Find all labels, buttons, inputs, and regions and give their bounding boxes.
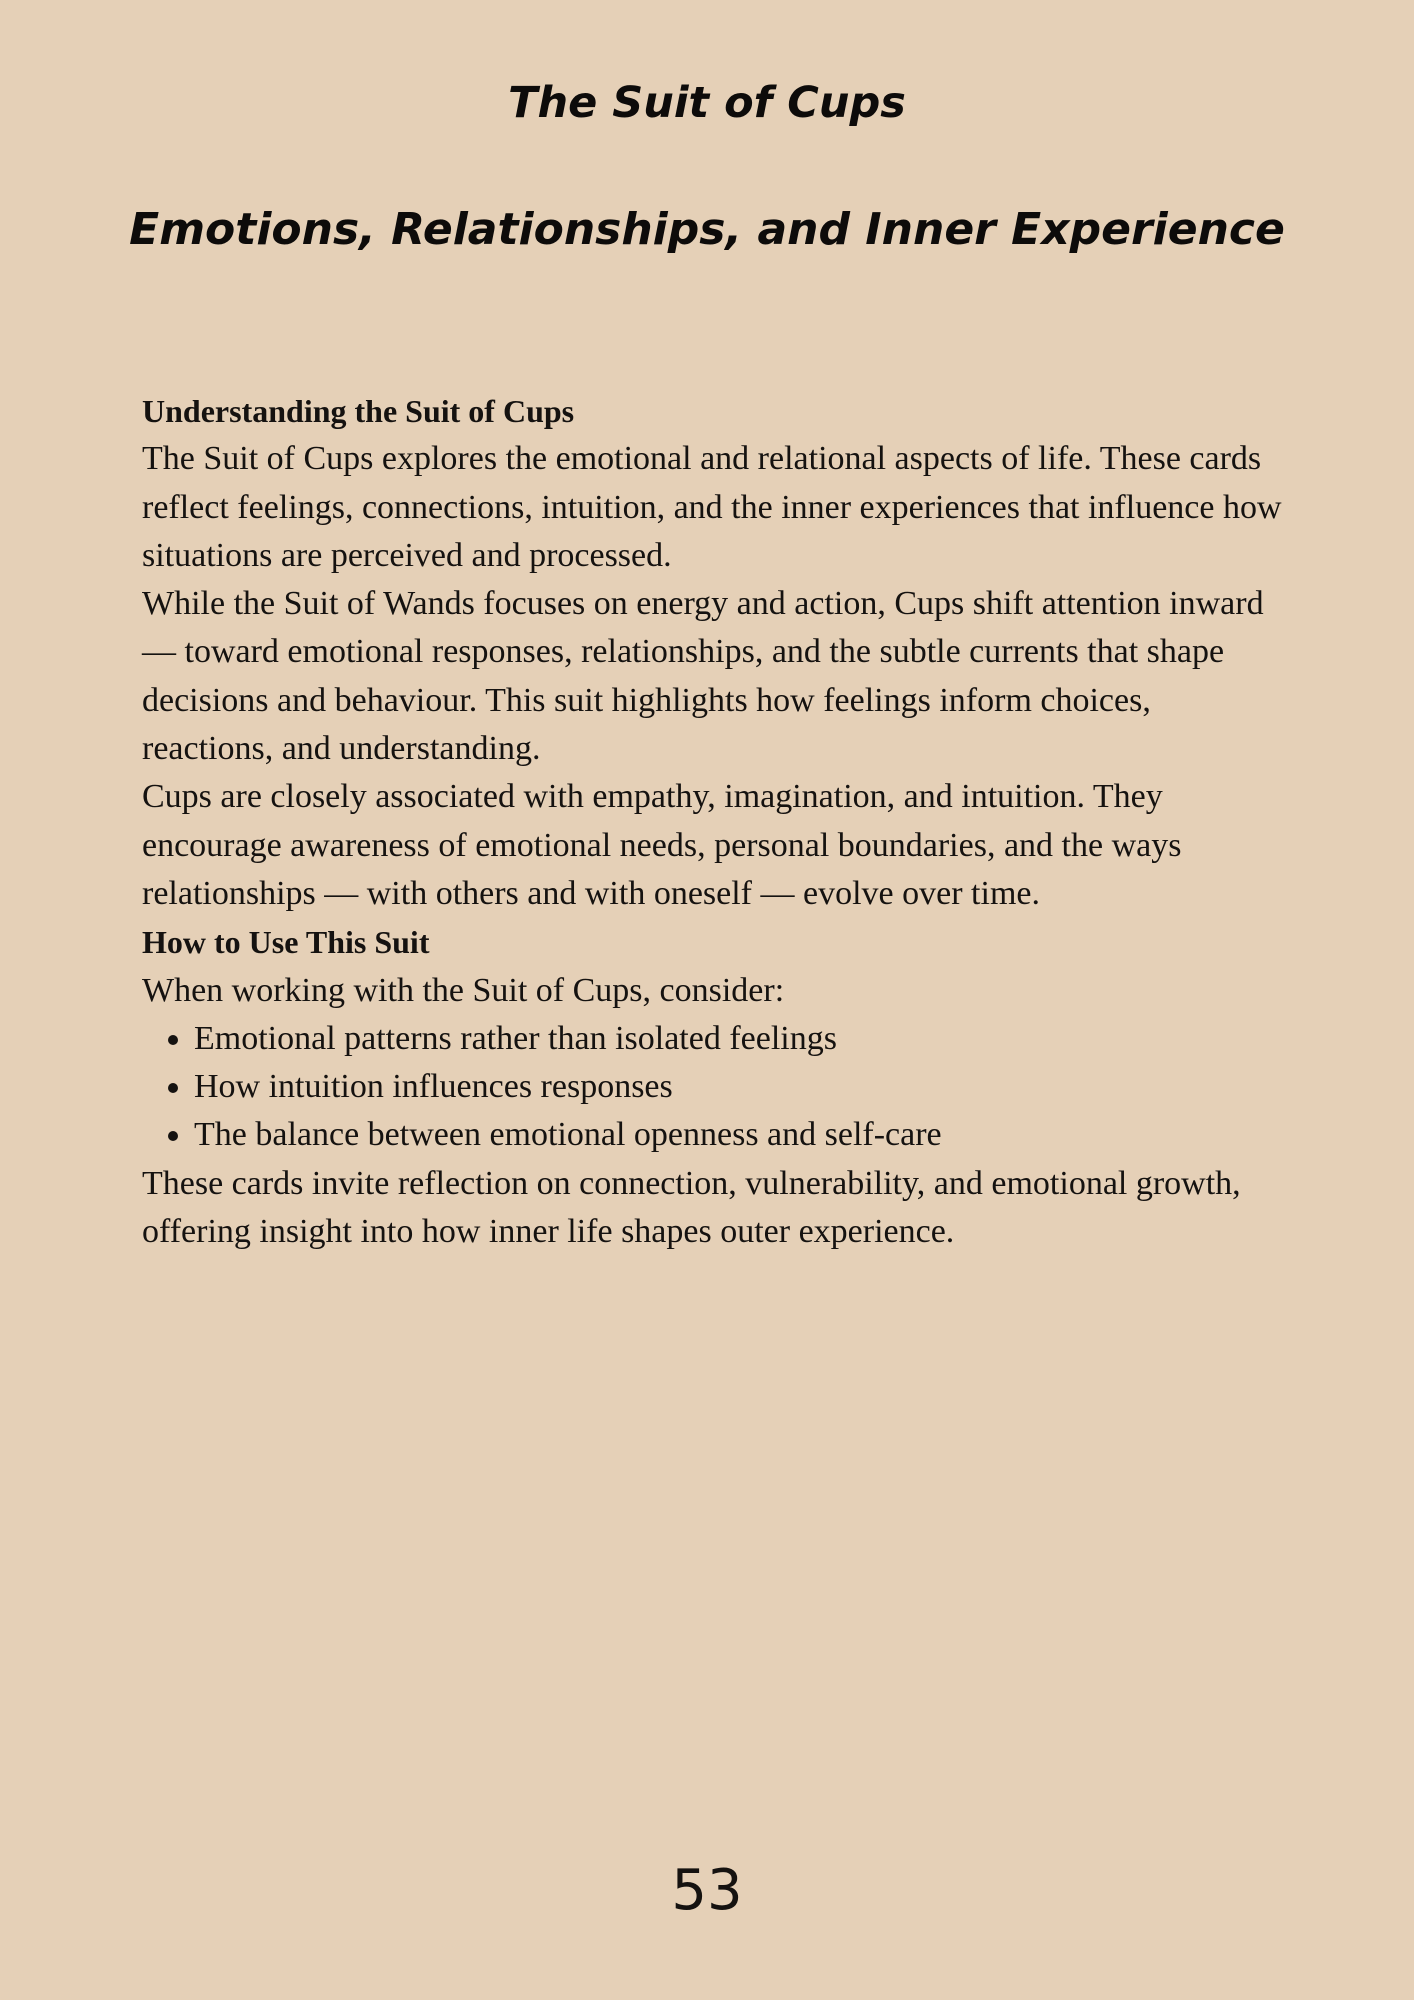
paragraph-closing: These cards invite reflection on connection, vulnerability, and emotional growth, offering insight into how inner life shapes outer experience. <box>142 1164 1241 1251</box>
section-heading-understanding: Understanding the Suit of Cups <box>142 393 575 429</box>
page-number: 53 <box>671 1858 743 1923</box>
body-content <box>142 387 1282 1256</box>
list-item: • The balance between emotional openness and self-care <box>194 1111 1282 1159</box>
page-title: The Suit of Cups <box>508 78 906 128</box>
paragraph-intro: The Suit of Cups explores the emotional and relational aspects of life. These cards reflect feelings, connections, intuition, and the inner experiences that influence how situations are perceived and processed. <box>142 440 1282 574</box>
consider-list <box>142 1015 1282 1160</box>
paragraph-consider: When working with the Suit of Cups, consider: <box>142 971 785 1009</box>
paragraph-associations: Cups are closely associated with empathy, imagination, and intuition. They encourage awareness of emotional needs, personal boundaries, and the ways relationships — with others and with oneself — evolve over time. <box>142 778 1182 912</box>
paragraph-wands-comparison: While the Suit of Wands focuses on energy and action, Cups shift attention inward — toward emotional responses, relationships, and the subtle currents that shape decisions and behaviour. This suit highlights how feelings inform choices, reactions, and understanding. <box>142 585 1264 768</box>
section-heading-how-to-use: How to Use This Suit <box>142 924 430 961</box>
list-item: • How intuition influences responses <box>194 1063 1282 1111</box>
list-item: • Emotional patterns rather than isolated feelings <box>194 1015 1282 1063</box>
page-subtitle: Emotions, Relationships, and Inner Experience <box>129 204 1285 255</box>
